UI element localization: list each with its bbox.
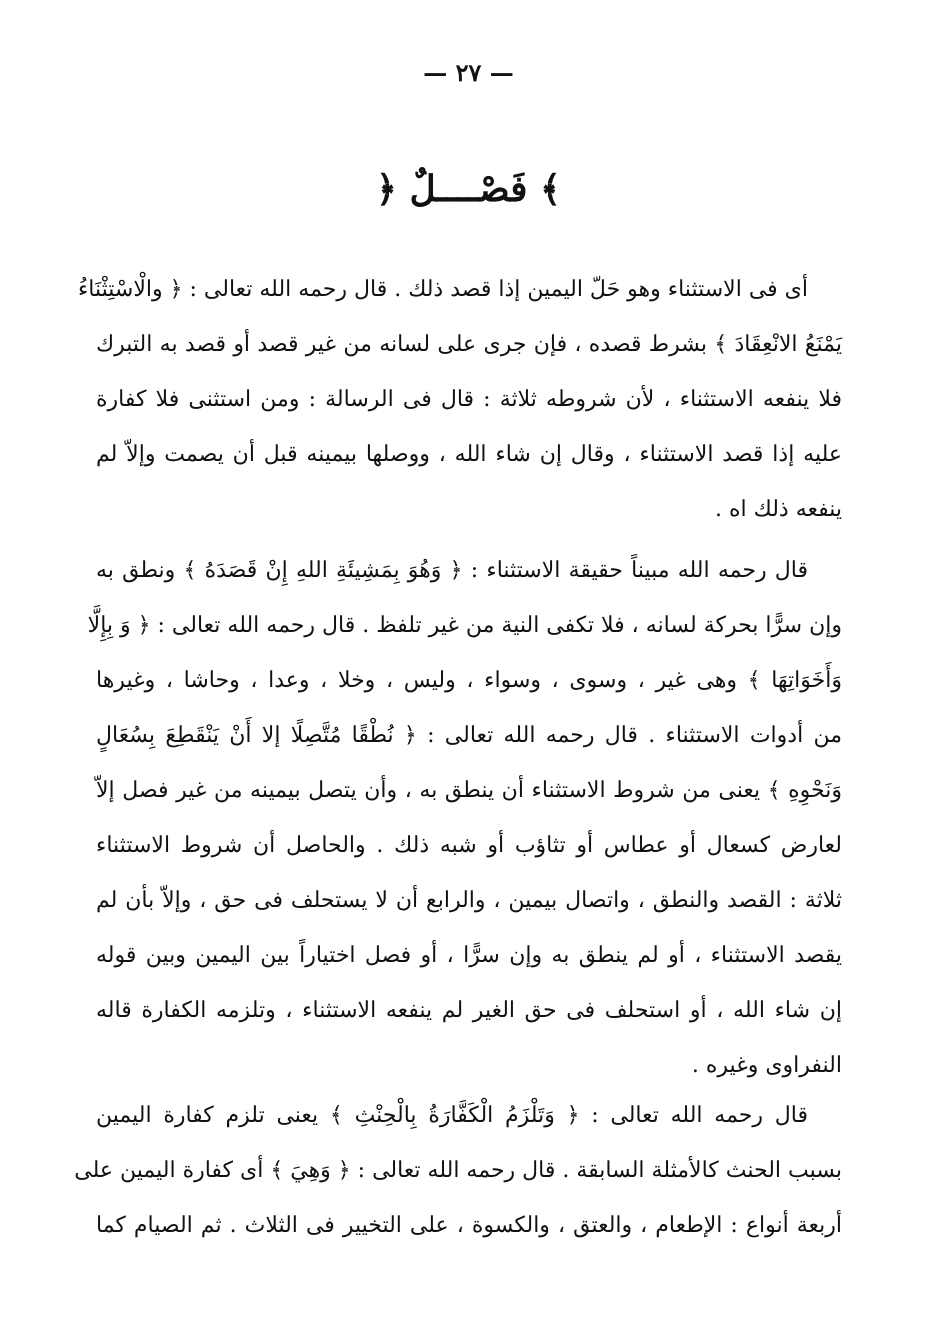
text-line: ينفعه ذلك اه .: [715, 497, 842, 522]
text-line: من أدوات الاستثناء . قال رحمه الله تعالى : ﴿ نُطْقًا مُتَّصِلًا إلا أَنْ يَنْقَطِعَ بِسُعَالٍ: [96, 723, 842, 748]
page-number: — ٢٧ —: [423, 58, 514, 87]
text-line: وإن سرًّا بحركة لسانه ، فلا تكفى النية من غير تلفظ . قال رحمه الله تعالى : ﴿ وَ بِإِلَّا: [87, 613, 842, 638]
text-line: أربعة أنواع : الإطعام ، والعتق ، والكسوة ، على التخيير فى الثلاث . ثم الصيام كما: [96, 1213, 842, 1238]
text-line: يَمْنَعُ الانْعِقَادَ ﴾ بشرط قصده ، فإن جرى على لسانه من غير قصد أو قصد به التبرك: [96, 332, 842, 357]
text-line: وَأَخَوَاتِهَا ﴾ وهى غير ، وسوى ، وسواء ، وليس ، وخلا ، وعدا ، وحاشا ، وغيرها: [96, 668, 842, 693]
text-line: بسبب الحنث كالأمثلة السابقة . قال رحمه الله تعالى : ﴿ وَهِيَ ﴾ أى كفارة اليمين على: [74, 1158, 842, 1183]
paragraph-2: [87, 543, 842, 1093]
paragraph-1: [77, 262, 842, 537]
text-line: إن شاء الله ، أو استحلف فى حق الغير لم ينفعه الاستثناء ، وتلزمه الكفارة قاله: [96, 998, 842, 1023]
text-line: لعارض كسعال أو عطاس أو تثاؤب أو شبه ذلك . والحاصل أن شروط الاستثناء: [96, 833, 842, 858]
text-line: النفراوى وغيره .: [691, 1053, 842, 1078]
text-line: عليه إذا قصد الاستثناء ، وقال إن شاء الله ، ووصلها بيمينه قبل أن يصمت وإلاّ لم: [96, 442, 842, 467]
section-title: ﴿ فَصْــــلٌ ﴾: [375, 168, 562, 210]
text-line: يقصد الاستثناء ، أو لم ينطق به وإن سرًّا ، أو فصل اختياراً بين اليمين وبين قوله: [96, 943, 842, 968]
text-line: فلا ينفعه الاستثناء ، لأن شروطه ثلاثة : قال فى الرسالة : ومن استثنى فلا كفارة: [96, 387, 842, 412]
text-line: قال رحمه الله مبيناً حقيقة الاستثناء : ﴿ وَهُوَ بِمَشِيئَةِ اللهِ إِنْ قَصَدَهُ ﴾ ونطق به: [96, 558, 808, 583]
text-line: قال رحمه الله تعالى : ﴿ وَتَلْزَمُ الْكَفَّارَةُ بِالْحِنْثِ ﴾ يعنى تلزم كفارة اليمين: [96, 1103, 808, 1128]
text-line: ثلاثة : القصد والنطق ، واتصال بيمين ، والرابع أن لا يستحلف فى حق ، وإلاّ بأن لم: [96, 888, 842, 913]
text-line: أى فى الاستثناء وهو حَلّ اليمين إذا قصد ذلك . قال رحمه الله تعالى : ﴿ والْاسْتِثْنَاءُ: [77, 277, 808, 302]
text-line: وَنَحْوِهِ ﴾ يعنى من شروط الاستثناء أن ينطق به ، وأن يتصل بيمينه من غير فصل إلاّ: [96, 778, 842, 803]
paragraph-3: [74, 1088, 842, 1253]
